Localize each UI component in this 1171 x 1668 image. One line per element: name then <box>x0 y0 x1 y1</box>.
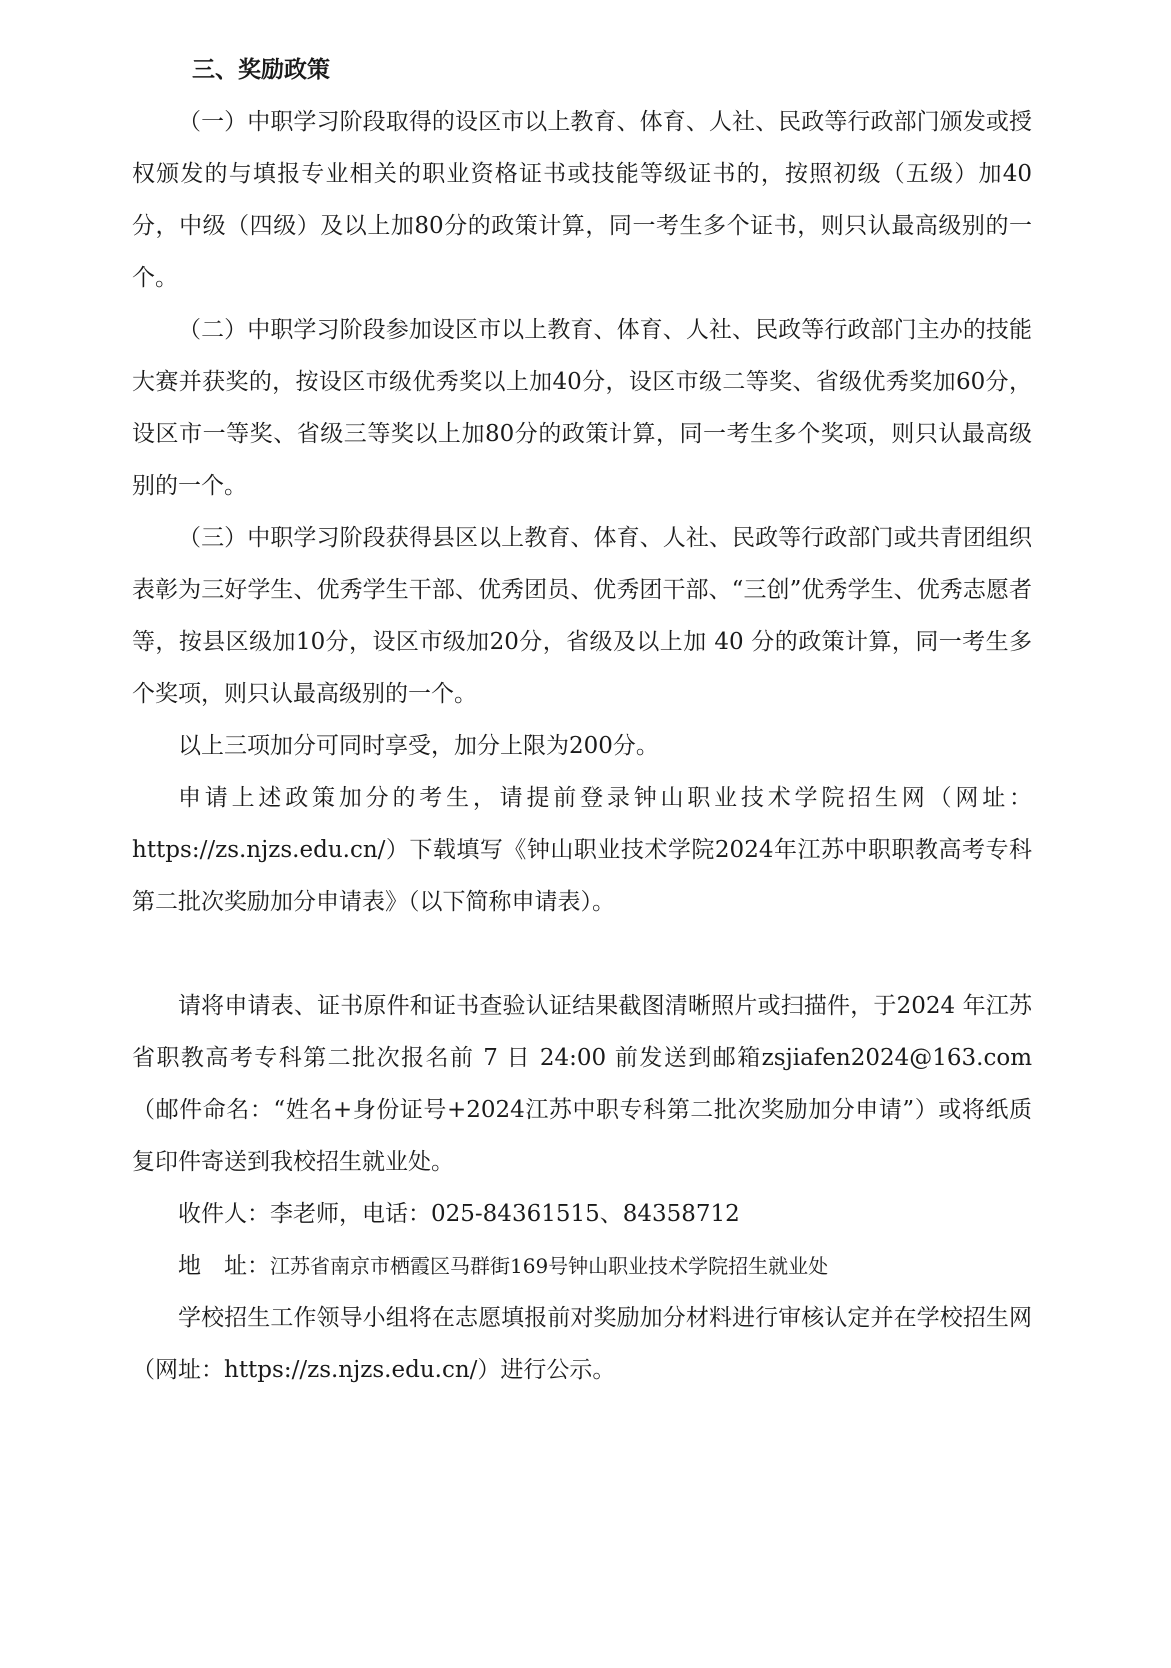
policy-item-3: （三）中职学习阶段获得县区以上教育、体育、人社、民政等行政部门或共青团组织表彰为三好学生、优秀学生干部、优秀团员、优秀团干部、“三创”优秀学生、优秀志愿者等，按县区级加10分，设区市级加20分，省级及以上加 40 分的政策计算，同一考生多个奖项，则只认最高级别的一个。 <box>132 525 1032 707</box>
section-heading: 三、奖励政策 <box>192 57 330 83</box>
address-value: 江苏省南京市栖霞区马群街169号钟山职业技术学院招生就业处 <box>270 1254 829 1278</box>
submission-instructions: 请将申请表、证书原件和证书查验认证结果截图清晰照片或扫描件，于2024 年江苏省职教高考专科第二批次报名前 7 日 24:00 前发送到邮箱zsjiafen2024@163.com （邮件命名：“姓名+身份证号+2024江苏中职专科第二批次奖励加分申请”）或将纸质复印件寄送到我校招生就业处。 <box>132 993 1040 1175</box>
document-body <box>132 44 1040 1396</box>
policy-item-1: （一）中职学习阶段取得的设区市以上教育、体育、人社、民政等行政部门颁发或授权颁发的与填报专业相关的职业资格证书或技能等级证书的，按照初级（五级）加40分，中级（四级）及以上加80分的政策计算，同一考生多个证书，则只认最高级别的一个。 <box>132 109 1032 291</box>
policy-item-2: （二）中职学习阶段参加设区市以上教育、体育、人社、民政等行政部门主办的技能大赛并获奖的，按设区市级优秀奖以上加40分，设区市级二等奖、省级优秀奖加60分，设区市一等奖、省级三等奖以上加80分的政策计算，同一考生多个奖项，则只认最高级别的一个。 <box>132 317 1032 499</box>
application-instructions: 申请上述政策加分的考生，请提前登录钟山职业技术学院招生网（网址：https://zs.njzs.edu.cn/）下载填写《钟山职业技术学院2024年江苏中职职教高考专科第二批次奖励加分申请表》（以下简称申请表）。 <box>132 785 1032 915</box>
recipient-contact: 收件人：李老师，电话：025-84361515、84358712 <box>178 1201 740 1227</box>
address-label: 地 址： <box>178 1253 270 1279</box>
paragraph-gap <box>132 928 1032 980</box>
review-notice: 学校招生工作领导小组将在志愿填报前对奖励加分材料进行审核认定并在学校招生网（网址：https://zs.njzs.edu.cn/）进行公示。 <box>132 1305 1032 1383</box>
address-line <box>132 1240 1032 1292</box>
bonus-limit-text: 以上三项加分可同时享受，加分上限为200分。 <box>178 733 659 759</box>
